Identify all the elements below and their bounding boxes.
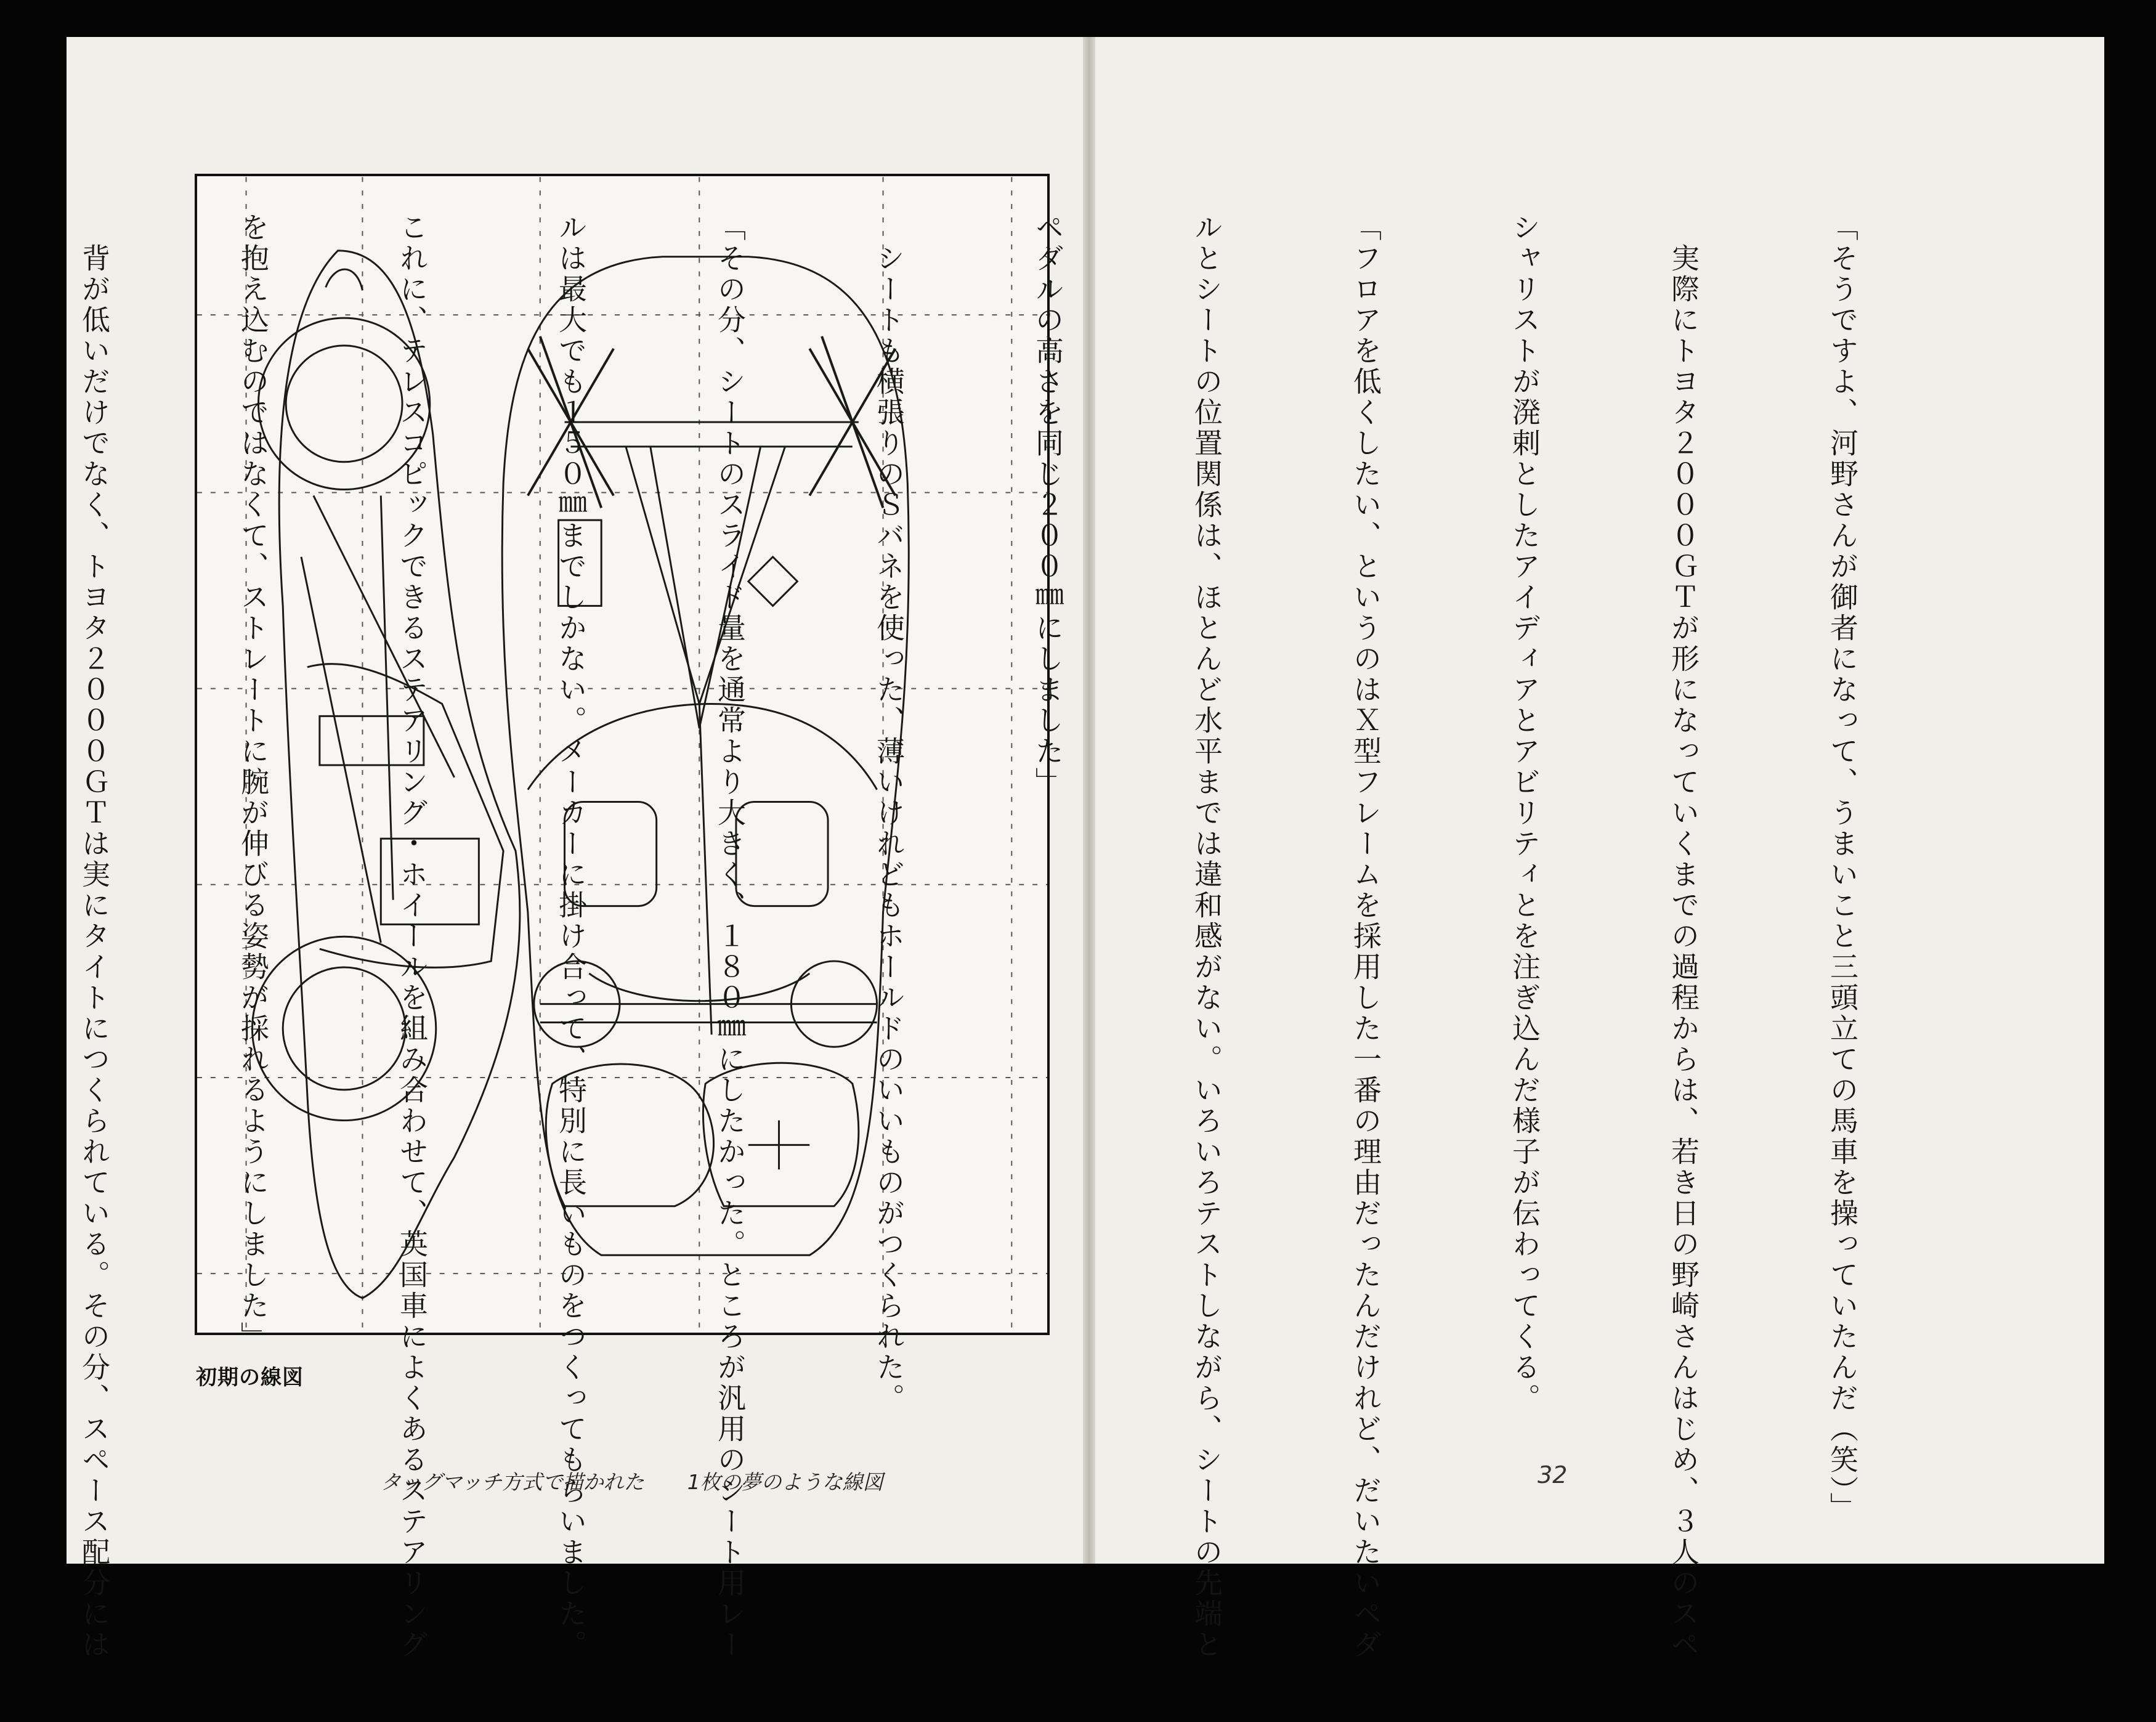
figure-caption: 初期の線図 [196,1365,304,1390]
running-title-part-b: 1枚の夢のような線図 [687,1470,883,1494]
running-title [381,1466,883,1495]
body-line: ルは最大でも１５０㎜までしかない。メーカーに掛け合って、特別に長いものをつくってもらいました。 [554,213,588,1660]
body-line: これに、テレスコピックできるステアリング・ホイールを組み合わせて、英国車によくあるステアリング [395,213,429,1660]
body-line: シャリストが溌剌としたアイディアとアビリティとを注ぎ込んだ様子が伝わってくる。 [1508,213,1541,1414]
body-line: 「その分、シートのスライド量を通常より大きく、１８０㎜にしたかった。ところが汎用のシート用レー [713,213,747,1660]
body-line: ペダルの高さを同じ２００㎜にしました」 [1031,213,1064,798]
body-line: 「フロアを低くしたい、というのはＸ型フレームを採用した一番の理由だったんだけれど、だいたいペダ [1349,213,1382,1660]
body-line: ルとシートの位置関係は、ほとんど水平までは違和感がない。いろいろテストしながら、シートの先端と [1190,213,1223,1660]
body-line: 実際にトヨタ２０００ＧＴが形になっていくまでの過程からは、若き日の野崎さんはじめ、３人のスペ [1667,213,1700,1660]
page-number: 32 [1538,1461,1568,1488]
body-line: 背が低いだけでなく、トヨタ２０００ＧＴは実にタイトにつくられている。その分、スペース配分には [78,213,111,1660]
body-line: を抱え込むのではなくて、ストレートに腕が伸びる姿勢が採れるようにしました」 [237,213,270,1352]
running-title-part-a: タッグマッチ方式で描かれた [381,1470,644,1494]
body-line: シートも横張りのＳバネを使った、薄いけれどもホールドのいいものがつくられた。 [872,213,906,1414]
body-line: 「そうですよ、河野さんが御者になって、うまいこと三頭立ての馬車を操っていたんだ（笑）」 [1826,213,1859,1523]
